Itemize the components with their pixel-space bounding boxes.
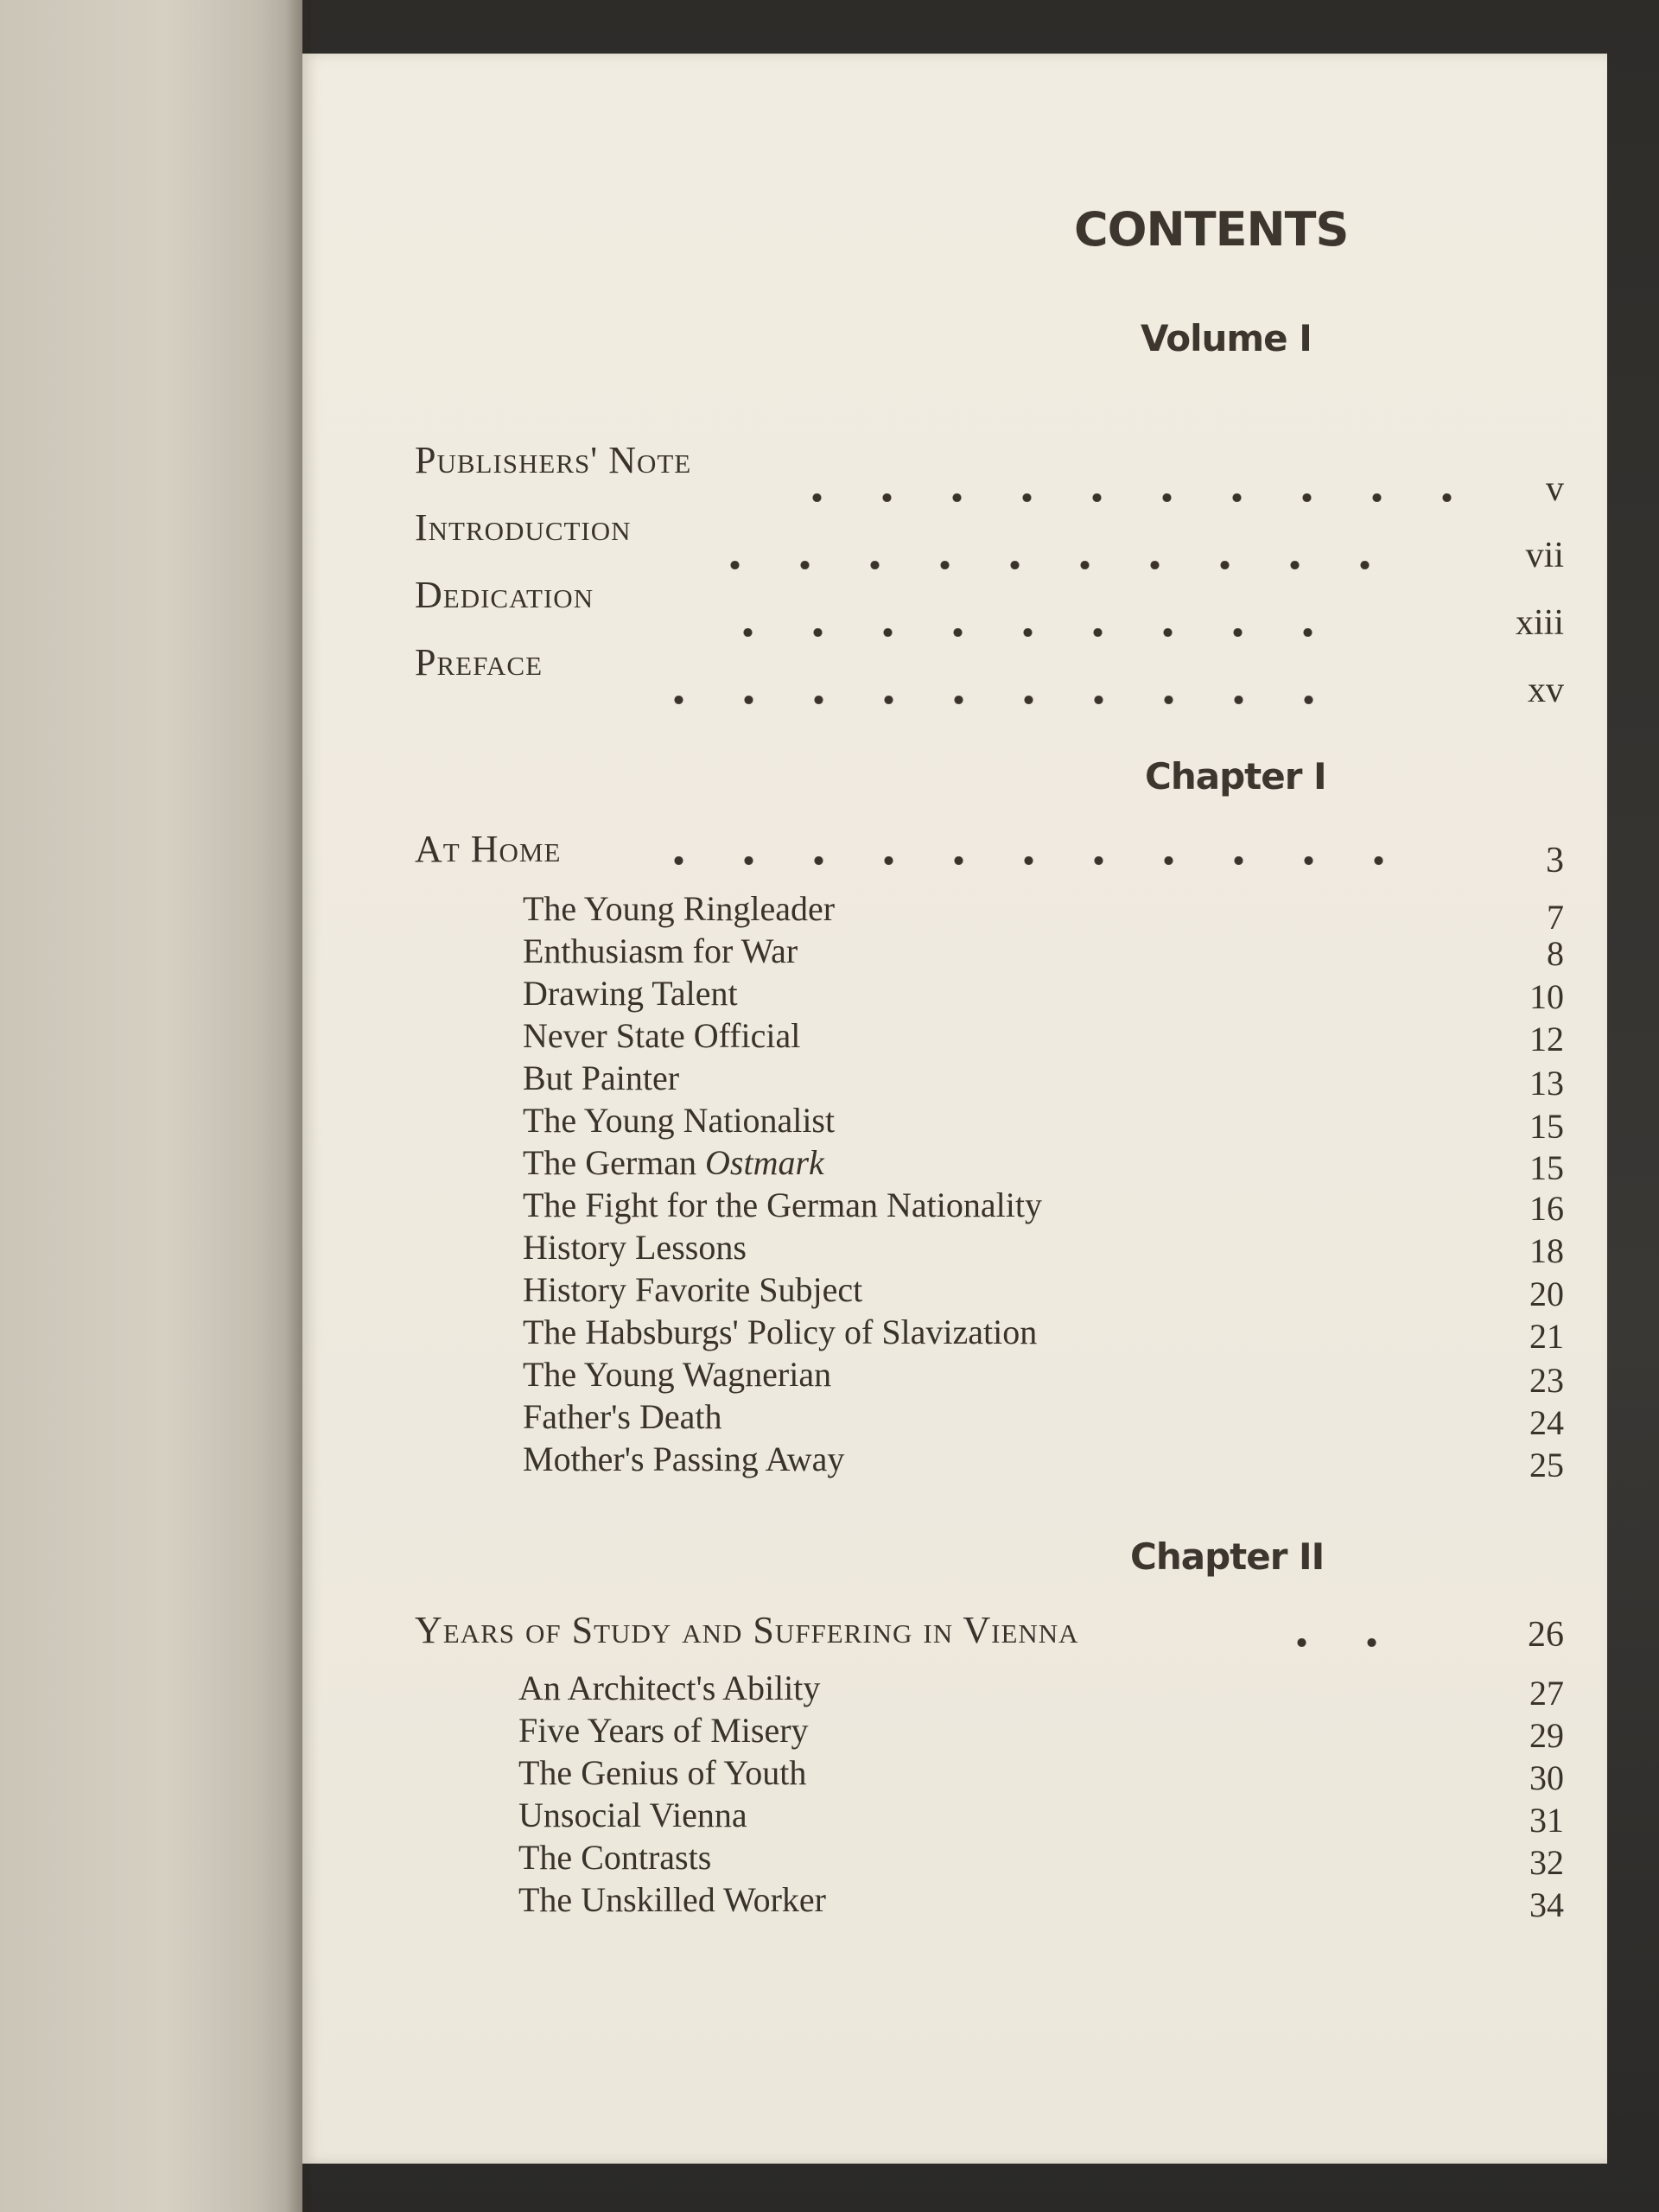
section-title: History Lessons xyxy=(523,1228,747,1267)
section-page: 27 xyxy=(1529,1674,1564,1713)
entry-title: Publishers' Note xyxy=(415,439,692,481)
section-title: The Habsburgs' Policy of Slavization xyxy=(523,1313,1038,1351)
section-page: 25 xyxy=(1529,1446,1564,1484)
section-page: 32 xyxy=(1529,1843,1564,1882)
dot-leader xyxy=(700,561,1400,569)
section-page: 18 xyxy=(1529,1231,1564,1270)
chapter-heading: Chapter II xyxy=(1130,1535,1325,1578)
section-title: The Young Wagnerian xyxy=(523,1355,832,1394)
section-page: 7 xyxy=(1547,898,1564,937)
section-title: Unsocial Vienna xyxy=(518,1796,747,1834)
section-page: 21 xyxy=(1529,1317,1564,1356)
entry-title: Dedication xyxy=(415,574,594,616)
entry-page: v xyxy=(1546,469,1564,509)
section-page: 13 xyxy=(1529,1064,1564,1103)
section-page: 29 xyxy=(1529,1716,1564,1755)
section-page: 34 xyxy=(1529,1885,1564,1924)
section-title: The Young Nationalist xyxy=(523,1101,836,1140)
section-title: An Architect's Ability xyxy=(518,1669,821,1707)
section-title: Mother's Passing Away xyxy=(523,1440,845,1478)
section-page: 23 xyxy=(1529,1361,1564,1400)
section-page: 15 xyxy=(1529,1148,1564,1187)
section-page: 31 xyxy=(1529,1801,1564,1840)
entry-page: xiii xyxy=(1515,603,1564,643)
section-title: Drawing Talent xyxy=(523,974,738,1013)
entry-page: vii xyxy=(1525,536,1564,575)
entry-title: Introduction xyxy=(415,506,632,549)
section-title: Never State Official xyxy=(523,1016,801,1055)
section-title-prefix: The German xyxy=(523,1143,706,1182)
section-page: 8 xyxy=(1547,934,1564,973)
chapter-page: 3 xyxy=(1546,841,1564,880)
section-title: But Painter xyxy=(523,1058,680,1097)
section-title: History Favorite Subject xyxy=(523,1270,863,1309)
section-title: The Contrasts xyxy=(518,1838,712,1877)
dot-leader xyxy=(782,493,1482,502)
section-page: 10 xyxy=(1529,977,1564,1016)
facing-page xyxy=(0,0,302,2212)
chapter-title: At Home xyxy=(415,828,562,870)
section-title: The Young Ringleader xyxy=(523,889,836,928)
chapter-heading: Chapter I xyxy=(1145,755,1326,798)
section-page: 24 xyxy=(1529,1403,1564,1442)
chapter-title: Years of Study and Suffering in Vienna xyxy=(415,1609,1079,1651)
section-page: 16 xyxy=(1529,1189,1564,1228)
section-page: 30 xyxy=(1529,1758,1564,1797)
section-title-italic: Ostmark xyxy=(705,1143,824,1182)
section-title: Five Years of Misery xyxy=(518,1711,809,1750)
page-title: CONTENTS xyxy=(1074,202,1349,257)
chapter-page: 26 xyxy=(1528,1615,1564,1655)
entry-title: Preface xyxy=(415,641,543,683)
section-page: 20 xyxy=(1529,1274,1564,1313)
section-title: The Fight for the German Nationality xyxy=(523,1185,1042,1224)
dot-leader xyxy=(1267,1638,1414,1647)
section-title: The Genius of Youth xyxy=(518,1753,807,1792)
dot-leader xyxy=(713,628,1344,637)
volume-heading: Volume I xyxy=(1141,317,1312,359)
contents-page xyxy=(302,54,1607,2164)
section-page: 15 xyxy=(1529,1107,1564,1146)
entry-page: xv xyxy=(1528,671,1564,710)
section-title: Enthusiasm for War xyxy=(523,931,798,970)
section-title xyxy=(523,1142,824,1183)
section-title: The Unskilled Worker xyxy=(518,1880,826,1919)
dot-leader xyxy=(644,856,1414,865)
section-title: Father's Death xyxy=(523,1397,722,1436)
section-page: 12 xyxy=(1529,1020,1564,1058)
dot-leader xyxy=(644,696,1344,704)
